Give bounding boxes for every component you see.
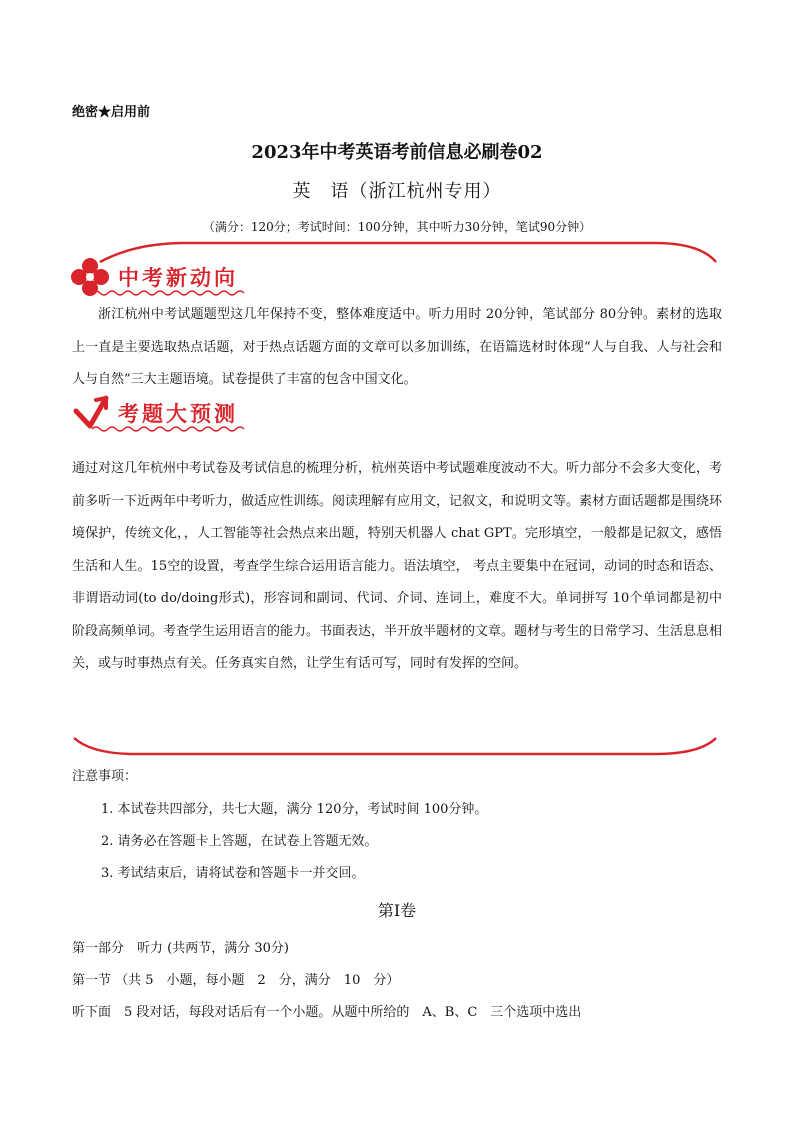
exam-info: （满分：120分；考试时间：100分钟，其中听力30分钟，笔试90分钟）: [202, 220, 592, 234]
notice-item: 2. 请务必在答题卡上答题，在试卷上答题无效。: [101, 834, 378, 849]
top-frame-curve: [100, 243, 716, 262]
listening-instruction: 听下面 5 段对话，每段对话后有一个小题。从题中所给的 A、B、C 三个选项中选出: [72, 1005, 582, 1020]
notice-item: 3. 考试结束后，请将试卷和答题卡一并交回。: [101, 866, 365, 881]
checkmark-arrow-icon: [76, 398, 106, 426]
confidential-label: 绝密★启用前: [72, 105, 151, 120]
listening-section-title: 第一节 （共 5 小题，每小题 2 分，满分 10 分）: [72, 973, 400, 988]
bottom-frame-curve: [74, 738, 716, 754]
volume-title: 第Ⅰ卷: [377, 901, 417, 920]
notice-item: 1. 本试卷共四部分，共七大题，满分 120分，考试时间 100分钟。: [101, 802, 488, 817]
listening-part-title: 第一部分 听力 (共两节，满分 30分): [72, 941, 289, 956]
page-title: 2023年中考英语考前信息必刷卷02: [251, 142, 543, 163]
notice-title: 注意事项：: [72, 769, 138, 784]
page-subtitle: 英 语（浙江杭州专用）: [292, 181, 502, 202]
flower-icon: [71, 258, 109, 296]
section-heading-prediction: 考题大预测: [118, 402, 238, 426]
section-heading-trends: 中考新动向: [118, 266, 238, 290]
section-trends-text: 浙江杭州中考试题题型这几年保持不变，整体难度适中。听力用时 20分钟，笔试部分 80分钟。素材的选取上一直是主要选取热点话题，对于热点话题方面的文章可以多加训练，在语篇选材时体现“人与自我、人与社会和人与自然”三大主题语境。试卷提供了丰富的包含中国文化。: [72, 307, 722, 387]
section-prediction-text: 通过对这几年杭州中考试卷及考试信息的梳理分析，杭州英语中考试题难度波动不大。听力部分不会多大变化，考前多听一下近两年中考听力，做适应性训练。阅读理解有应用文，记叙文，和说明文等。素材方面话题都是围绕环境保护，传统文化，，人工智能等社会热点来出题，特别天机器人 chat GPT。完形填空，一般都是记叙文，感悟生活和人生。15空的设置，考查学生综合运用语言能力。语法填空， 考点主要集中在冠词，动词的时态和语态、非谓语动词(to do/doing形式)，形容词和副词、代词、介词、连词上，难度不大。单词拼写 10个单词都是初中阶段高频单词。考查学生运用语言的能力。书面表达，半开放半题材的文章。题材与考生的日常学习、生活息息相关，或与时事热点有关。任务真实自然，让学生有话可写，同时有发挥的空间。: [72, 461, 723, 671]
